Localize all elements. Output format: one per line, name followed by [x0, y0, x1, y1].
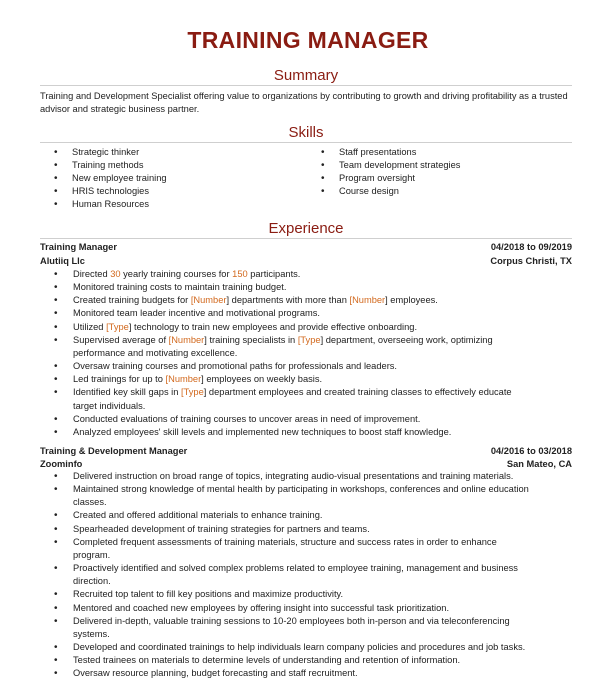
- placeholder-value: [Number: [165, 374, 202, 385]
- placeholder-value: [Number: [349, 295, 386, 306]
- job-bullet: • Supervised average of [Number] training specialists in [Type] department, overseeing work, optimizing performance and motivating excellence.: [54, 334, 534, 360]
- job-bullet: • Completed frequent assessments of training materials, structure and success rates in order to enhance program.: [54, 536, 534, 562]
- skills-left-list: [54, 146, 294, 211]
- experience-divider: [40, 238, 572, 239]
- job-location: San Mateo, CA: [506, 459, 572, 469]
- placeholder-value: [Type: [106, 321, 129, 332]
- skill-item: • Training methods: [54, 159, 294, 172]
- skill-item: • New employee training: [54, 172, 294, 185]
- job-bullet: • Delivered instruction on broad range of topics, integrating audio-visual presentations and training materials.: [54, 470, 534, 483]
- skills-heading: Skills: [288, 124, 324, 141]
- job-bullet-list: [54, 470, 534, 681]
- job-bullet: • Developed and coordinated trainings to help individuals learn company policies and procedures and job tasks.: [54, 641, 534, 654]
- placeholder-value: [Type: [181, 387, 204, 398]
- job-bullet: • Mentored and coached new employees by offering insight into successful task prioritization.: [54, 602, 534, 615]
- job-location: Corpus Christi, TX: [490, 256, 572, 266]
- job-bullet: • Conducted evaluations of training courses to uncover areas in need of improvement.: [54, 413, 534, 426]
- job-bullet: • Spearheaded development of training strategies for partners and teams.: [54, 523, 534, 536]
- skill-item: • Staff presentations: [321, 146, 561, 159]
- job-bullet: • Proactively identified and solved complex problems related to employee training, management and business direction.: [54, 562, 534, 588]
- job-bullet: • Oversaw resource planning, budget forecasting and staff recruitment.: [54, 667, 534, 680]
- placeholder-value: 30: [110, 269, 121, 279]
- job-bullet: • Maintained strong knowledge of mental health by participating in workshops, conferences and online education classes.: [54, 483, 534, 509]
- resume-title: TRAINING MANAGER: [187, 27, 429, 53]
- job-bullet: • Oversaw training courses and promotional paths for professionals and leaders.: [54, 360, 534, 373]
- summary-heading: Summary: [273, 67, 339, 84]
- skills-divider: [40, 142, 572, 143]
- skills-right-list: [321, 146, 561, 198]
- job-dates: 04/2016 to 03/2018: [490, 446, 572, 456]
- placeholder-value: 150: [232, 269, 248, 279]
- job-dates: 04/2018 to 09/2019: [490, 242, 572, 252]
- job-bullet: • Directed 30 yearly training courses for 150 participants.: [54, 268, 534, 281]
- job-company: Alutiiq Llc: [40, 256, 85, 266]
- job-bullet: • Monitored team leader incentive and motivational programs.: [54, 307, 534, 320]
- placeholder-value: [Number: [190, 295, 227, 306]
- skill-item: • Team development strategies: [321, 159, 561, 172]
- job-bullet: • Led trainings for up to [Number] employees on weekly basis.: [54, 373, 534, 386]
- job-bullet: • Created and offered additional materials to enhance training.: [54, 509, 534, 522]
- job-bullet: • Tested trainees on materials to determine levels of understanding and retention of information.: [54, 654, 534, 667]
- job-bullet: • Monitored training costs to maintain training budget.: [54, 281, 534, 294]
- job-bullet: • Recruited top talent to fill key positions and maximize productivity.: [54, 588, 534, 601]
- skill-item: • Strategic thinker: [54, 146, 294, 159]
- job-title: Training & Development Manager: [40, 446, 188, 456]
- placeholder-value: [Type: [297, 334, 321, 345]
- placeholder-value: [Number: [168, 334, 205, 345]
- summary-divider: [40, 85, 572, 86]
- job-bullet: • Identified key skill gaps in [Type] department employees and created training classes to effectively educate target individuals.: [54, 386, 534, 412]
- job-bullet: • Created training budgets for [Number] departments with more than [Number] employees.: [54, 294, 534, 307]
- experience-heading: Experience: [268, 220, 344, 237]
- job-bullet: • Utilized [Type] technology to train new employees and provide effective onboarding.: [54, 321, 534, 334]
- job-company: Zoominfo: [40, 459, 83, 469]
- skill-item: • Course design: [321, 185, 561, 198]
- job-bullet: • Delivered in-depth, valuable training sessions to 10-20 employees both in-person and via teleconferencing systems.: [54, 615, 534, 641]
- summary-text: Training and Development Specialist offering value to organizations by contributing to growth and driving profitability as a trusted advisor and strategic business partner.: [40, 91, 568, 114]
- skill-item: • Program oversight: [321, 172, 561, 185]
- job-bullet: • Analyzed employees' skill levels and implemented new techniques to boost staff knowledge.: [54, 426, 534, 439]
- skill-item: • HRIS technologies: [54, 185, 294, 198]
- job-title: Training Manager: [40, 242, 117, 252]
- skill-item: • Human Resources: [54, 198, 294, 211]
- job-bullet-list: [54, 268, 534, 439]
